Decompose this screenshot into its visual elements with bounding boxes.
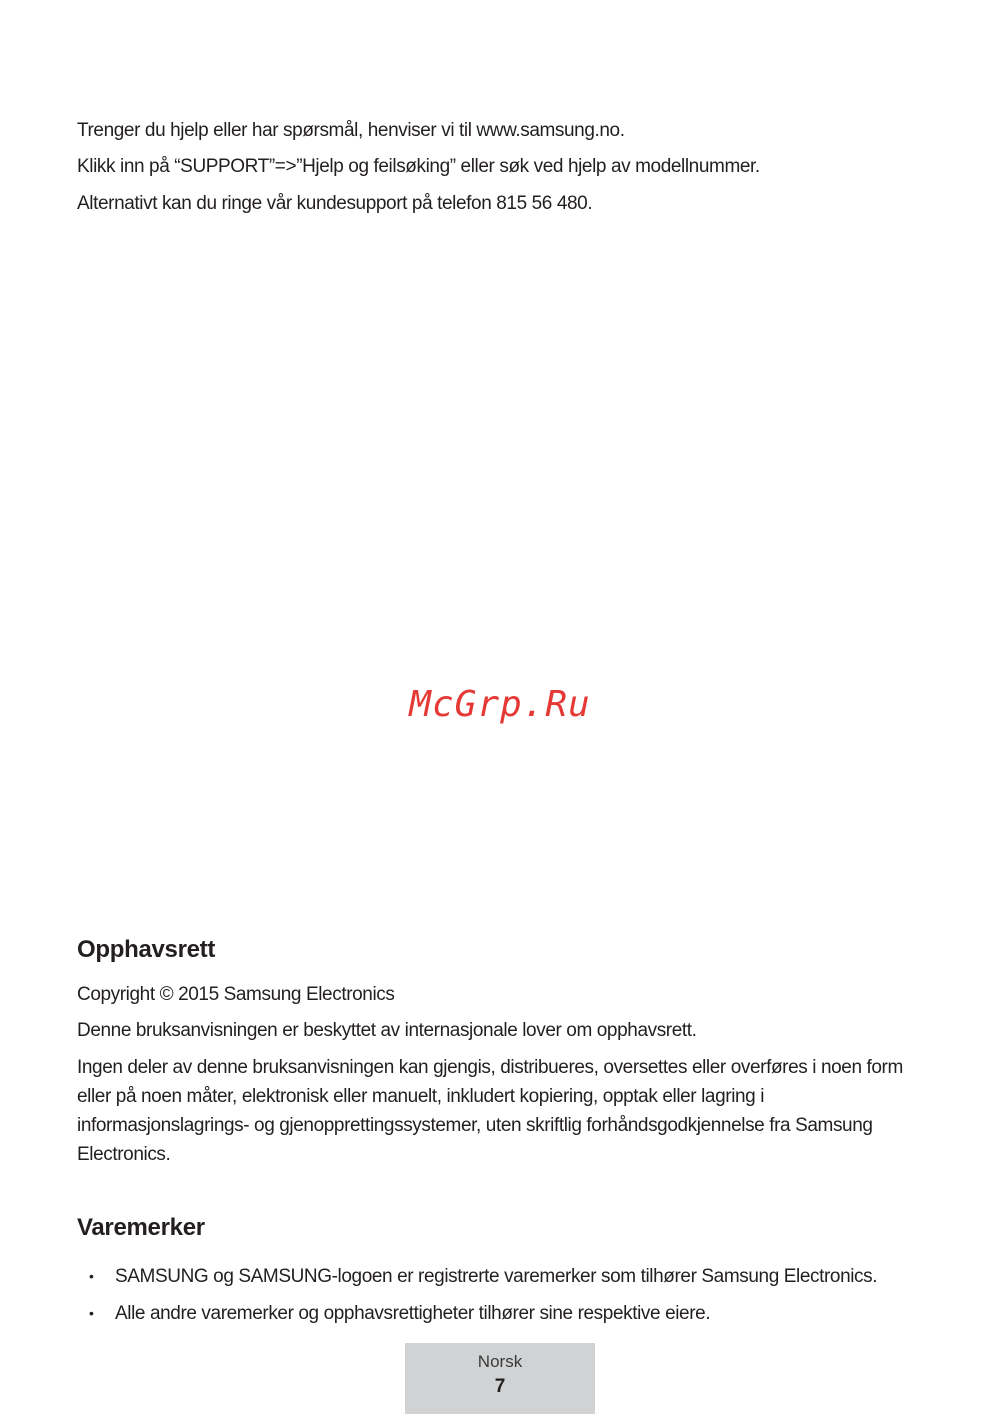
watermark: McGrp.Ru xyxy=(409,684,591,725)
copyright-line-1: Copyright © 2015 Samsung Electronics xyxy=(77,984,395,1005)
trademarks-heading: Varemerker xyxy=(77,1214,205,1241)
page-number: 7 xyxy=(494,1376,506,1397)
support-line-3: Alternativt kan du ringe vår kundesupport på telefon 815 56 480. xyxy=(77,193,593,214)
page-footer xyxy=(405,1343,595,1414)
support-line-1: Trenger du hjelp eller har spørsmål, henviser vi til www.samsung.no. xyxy=(77,120,625,141)
bullet-icon: • xyxy=(89,1305,94,1321)
bullet-icon: • xyxy=(89,1268,94,1284)
trademark-item-1: SAMSUNG og SAMSUNG-logoen er registrerte varemerker som tilhører Samsung Electronics. xyxy=(115,1266,878,1287)
copyright-line-2: Denne bruksanvisningen er beskyttet av internasjonale lover om opphavsrett. xyxy=(77,1020,697,1041)
copyright-paragraph: Ingen deler av denne bruksanvisningen kan gjengis, distribueres, oversettes eller overføres i noen form eller på noen måter, elektronisk eller manuelt, inkludert kopiering, opptak eller lagring i informasjonslagrings- og gjenopprettingssystemer, uten skriftlig forhåndsgodkjennelse fra Samsung Electronics. xyxy=(77,1057,903,1165)
list-item xyxy=(77,1299,877,1336)
copyright-heading: Opphavsrett xyxy=(77,936,216,963)
list-item xyxy=(77,1262,877,1299)
footer-language: Norsk xyxy=(477,1352,523,1371)
trademarks-list xyxy=(77,1262,877,1336)
trademark-item-2: Alle andre varemerker og opphavsrettigheter tilhører sine respektive eiere. xyxy=(115,1303,711,1324)
support-line-2: Klikk inn på “SUPPORT”=>”Hjelp og feilsøking” eller søk ved hjelp av modellnummer. xyxy=(77,156,760,177)
